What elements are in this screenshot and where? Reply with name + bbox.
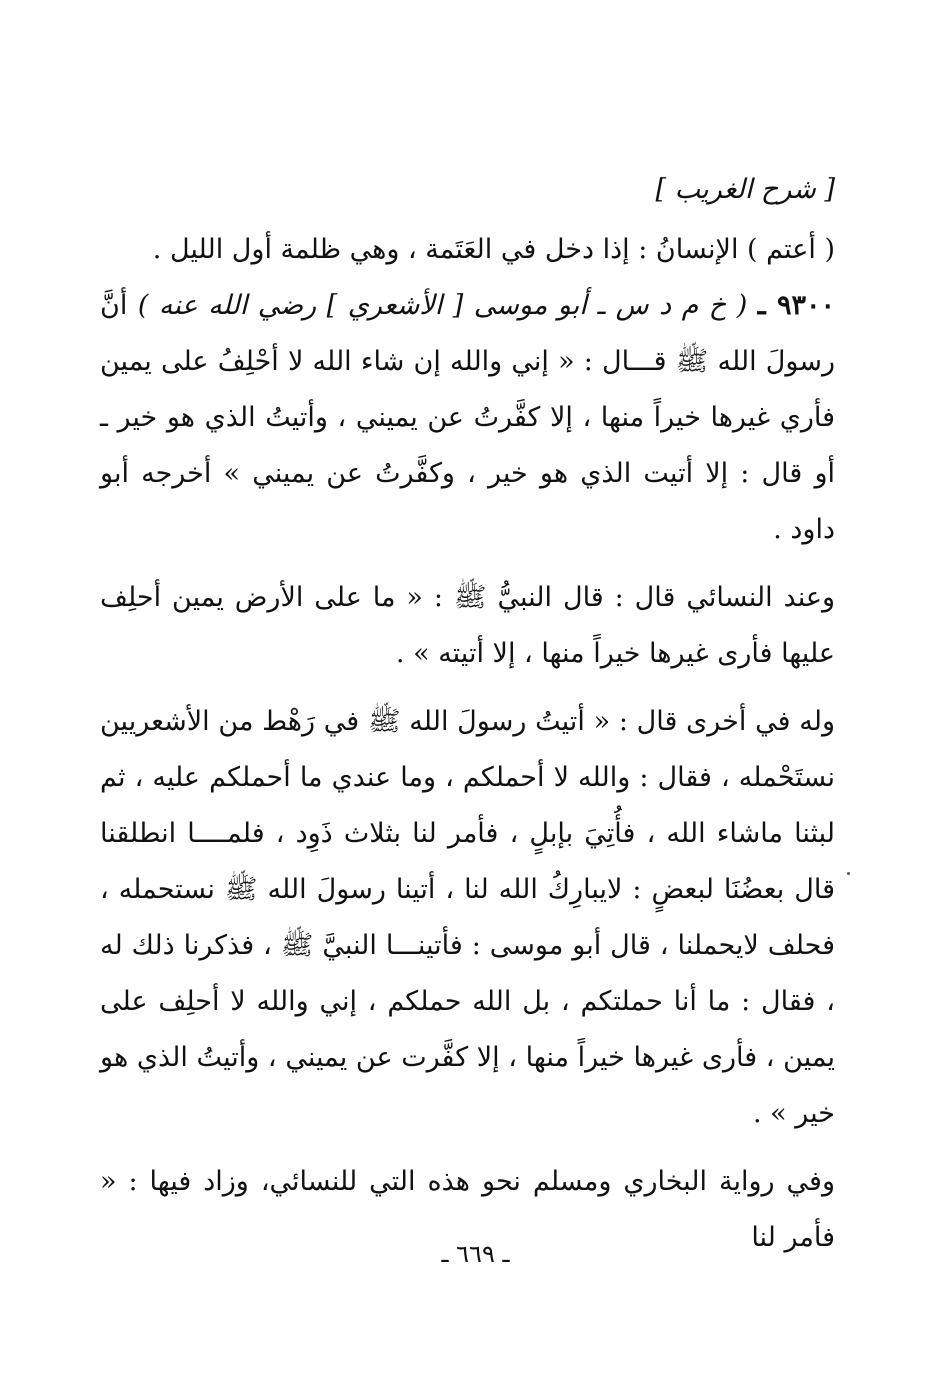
margin-dot [847, 872, 850, 875]
gloss-paragraph: ( أعتم ) الإنسانُ : إذا دخل في العَتَمة ، وهي ظلمة أول الليل . [152, 234, 835, 265]
nasai-paragraph: وعند النسائي قال : قال النبيُّ ﷺ : « ما على الأرض يمين أحلِف عليها فأرى غيرها خيراً منها ، إلا أتيته » . [100, 582, 835, 669]
hadith-number: ٩٣٠٠ ـ [757, 290, 835, 321]
page-body [100, 162, 835, 1266]
page-number: ـ ٦٦٩ ـ [441, 1240, 510, 1268]
hadith-paragraph [100, 278, 835, 558]
another-narration-paragraph: وله في أخرى قال : « أتيتُ رسولَ الله ﷺ في رَهْط من الأشعريين نستَحْمله ، فقال : والله لا أحملكم ، وما عندي ما أحملكم عليه ، ثم لبثنا ماشاء الله ، فأُتِيَ بإبلٍ ، فأمر لنا بثلاث ذَوِد ، فلمــــا انطلقنا قال بعضُنَا لبعضٍ : لايبارِكُ الله لنا ، أتينا رسولَ الله ﷺ نستحمله ، فحلف لايحملنا ، قال أبو موسى : فأتينـــا النبيَّ ﷺ ، فذكرنا ذلك له ، فقال : ما أنا حملتكم ، بل الله حملكم ، إني والله لا أحلِف على يمين ، فأرى غيرها خيراً منها ، إلا كفَّرت عن يميني ، وأتيتُ الذي هو خير » . [100, 706, 835, 1129]
hadith-sources: ( خ م د س ـ أبو موسى [ الأشعري ] رضي الله عنه ) [137, 290, 748, 321]
section-heading: [ شرح الغريب ] [655, 174, 835, 205]
bukhari-muslim-paragraph: وفي رواية البخاري ومسلم نحو هذه التي للنسائي، وزاد فيها : « فأمر لنا [100, 1166, 835, 1253]
hadith-text: أنَّ رسولَ الله ﷺ قـــال : « إني والله إن شاء الله لا أحْلِفُ على يمين فأري غيرها خيراً منها ، إلا كفَّرتُ عن يميني ، وأتيتُ الذي هو خير ـ أو قال : إلا أتيت الذي هو خير ، وكفَّرتُ عن يميني » أخرجه أبو داود . [100, 290, 835, 545]
